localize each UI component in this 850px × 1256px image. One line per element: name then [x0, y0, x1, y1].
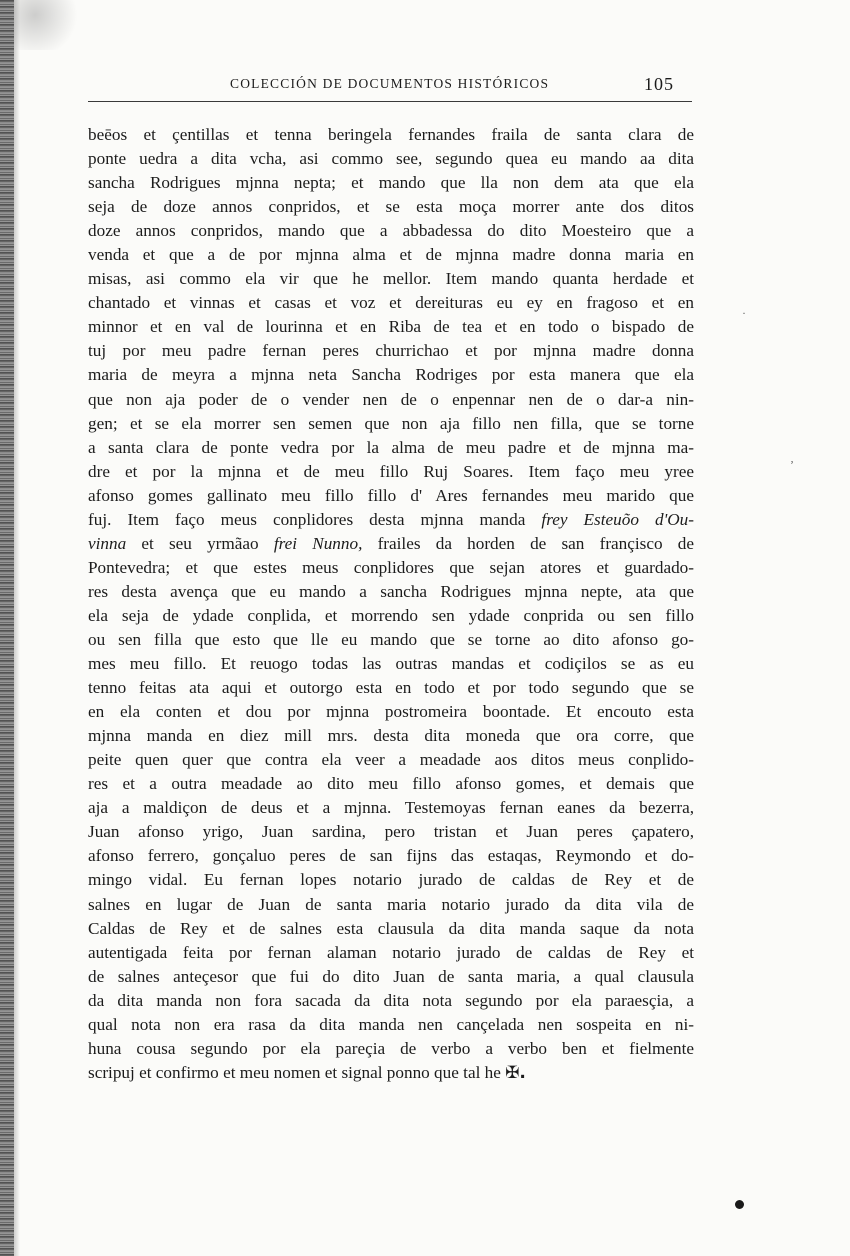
text-line: misas, asi commo ela vir que he mellor. Item mando quanta herdade et	[88, 269, 694, 289]
text-line: da dita manda non fora sacada da dita nota segundo por ela paraesçia, a	[88, 990, 694, 1010]
text-line: peite quen quer que contra ela veer a meadade aos ditos meus conplido-	[88, 750, 694, 770]
text-line: venda et que a de por mjnna alma et de mjnna madre donna maria en	[88, 245, 694, 265]
text-line: maria de meyra a mjnna neta Sancha Rodriges por esta manera que ela	[88, 365, 694, 385]
running-title: COLECCIÓN DE DOCUMENTOS HISTÓRICOS	[230, 76, 550, 91]
ink-dot	[735, 1200, 744, 1209]
text-line: que non aja poder de o vender nen de o enpennar nen de o dar-a nin-	[88, 389, 694, 409]
text-line: Caldas de Rey et de salnes esta clausula da dita manda saque da nota	[88, 918, 694, 938]
text-line: fuj. Item faço meus conplidores desta mjnna manda frey Esteuõo d'Ou-	[88, 509, 694, 529]
text-line: afonso gomes gallinato meu fillo fillo d' Ares fernandes meu marido que	[88, 485, 694, 505]
text-line: beēos et çentillas et tenna beringela fernandes fraila de santa clara de	[88, 125, 694, 144]
text-line: res et a outra meadade ao dito meu fillo afonso gomes, et demais que	[88, 774, 694, 794]
text-line: mjnna manda en diez mill mrs. desta dita moneda que ora corre, que	[88, 726, 694, 746]
text-line: mingo vidal. Eu fernan lopes notario jurado de caldas de Rey et de	[88, 870, 694, 890]
margin-speck: ʼ	[790, 458, 794, 472]
italic-name: vinna	[88, 533, 127, 553]
text-line: tuj por meu padre fernan peres churrichao et por mjnna madre donna	[88, 341, 694, 361]
book-binding-edge	[0, 0, 14, 1256]
text-line: chantado et vinnas et casas et voz et dereituras eu ey en fragoso et en	[88, 293, 694, 313]
header-rule	[88, 101, 692, 102]
text-line: tenno feitas ata aqui et outorgo esta en todo et por todo segundo que se	[88, 678, 694, 698]
text-line: ou sen filla que esto que lle eu mando que se torne ao dito afonso go-	[88, 629, 694, 649]
binding-shadow	[14, 0, 20, 1256]
text-line: salnes en lugar de Juan de santa maria notario jurado da dita vila de	[88, 894, 694, 914]
text-line: dre et por la mjnna et de meu fillo Ruj Soares. Item faço meu yree	[88, 461, 694, 481]
text-line: ponte uedra a dita vcha, asi commo see, segundo quea eu mando aa dita	[88, 149, 694, 169]
text-line: de salnes anteçesor que fui do dito Juan de santa maria, a qual clausula	[88, 966, 694, 986]
text-line: vinna et seu yrmãao frei Nunno, frailes da horden de san françisco de	[88, 533, 694, 553]
text-line: res desta avença que eu mando a sancha Rodrigues mjnna nepte, ata que	[88, 581, 694, 601]
final-line-text: scripuj et confirmo et meu nomen et signal ponno que tal he	[88, 1062, 501, 1082]
text-line: autentigada feita por fernan alaman notario jurado de caldas de Rey et	[88, 942, 694, 962]
document-body	[88, 123, 694, 1085]
text-line: gen; et se ela morrer sen semen que non aja fillo nen filla, que se torne	[88, 413, 694, 433]
scan-speckle	[14, 0, 84, 50]
italic-name: frei Nunno,	[273, 533, 363, 553]
text-line: ela seja de ydade conplida, et morrendo sen ydade conprida ou sen fillo	[88, 605, 694, 625]
text-line: a santa clara de ponte vedra por la alma de meu padre et de mjnna ma-	[88, 437, 694, 457]
text-line: mes meu fillo. Et reuogo todas las outras mandas et codiçilos se as eu	[88, 654, 694, 674]
final-line	[88, 1061, 694, 1085]
italic-name: frey Esteuõo d'Ou-	[541, 509, 694, 529]
margin-speck: ·	[742, 306, 746, 320]
text-line: Juan afonso yrigo, Juan sardina, pero tristan et Juan peres çapatero,	[88, 822, 694, 842]
notary-sign-mark: ✠.	[505, 1062, 526, 1083]
running-head	[88, 74, 692, 102]
text-line: en ela conten et dou por mjnna postromeira boontade. Et encouto esta	[88, 702, 694, 722]
text-line: doze annos conpridos, mando que a abbadessa do dito Moesteiro que a	[88, 221, 694, 241]
text-line: minnor et en val de lourinna et en Riba de tea et en todo o bispado de	[88, 317, 694, 337]
text-line: qual nota non era rasa da dita manda nen cançelada nen sospeita en ni-	[88, 1014, 694, 1034]
text-line: sancha Rodrigues mjnna nepta; et mando que lla non dem ata que ela	[88, 173, 694, 193]
text-line: Pontevedra; et que estes meus conplidores que sejan atores et guardado-	[88, 557, 694, 577]
text-line: afonso ferrero, gonçaluo peres de san fijns das estaqas, Reymondo et do-	[88, 846, 694, 866]
text-line: seja de doze annos conpridos, et se esta moça morrer ante dos ditos	[88, 197, 694, 217]
page-number: 105	[644, 74, 674, 94]
text-line: aja a maldiçon de deus et a mjnna. Testemoyas fernan eanes da bezerra,	[88, 798, 694, 818]
text-line: huna cousa segundo por ela pareçia de verbo a verbo ben et fielmente	[88, 1038, 694, 1058]
